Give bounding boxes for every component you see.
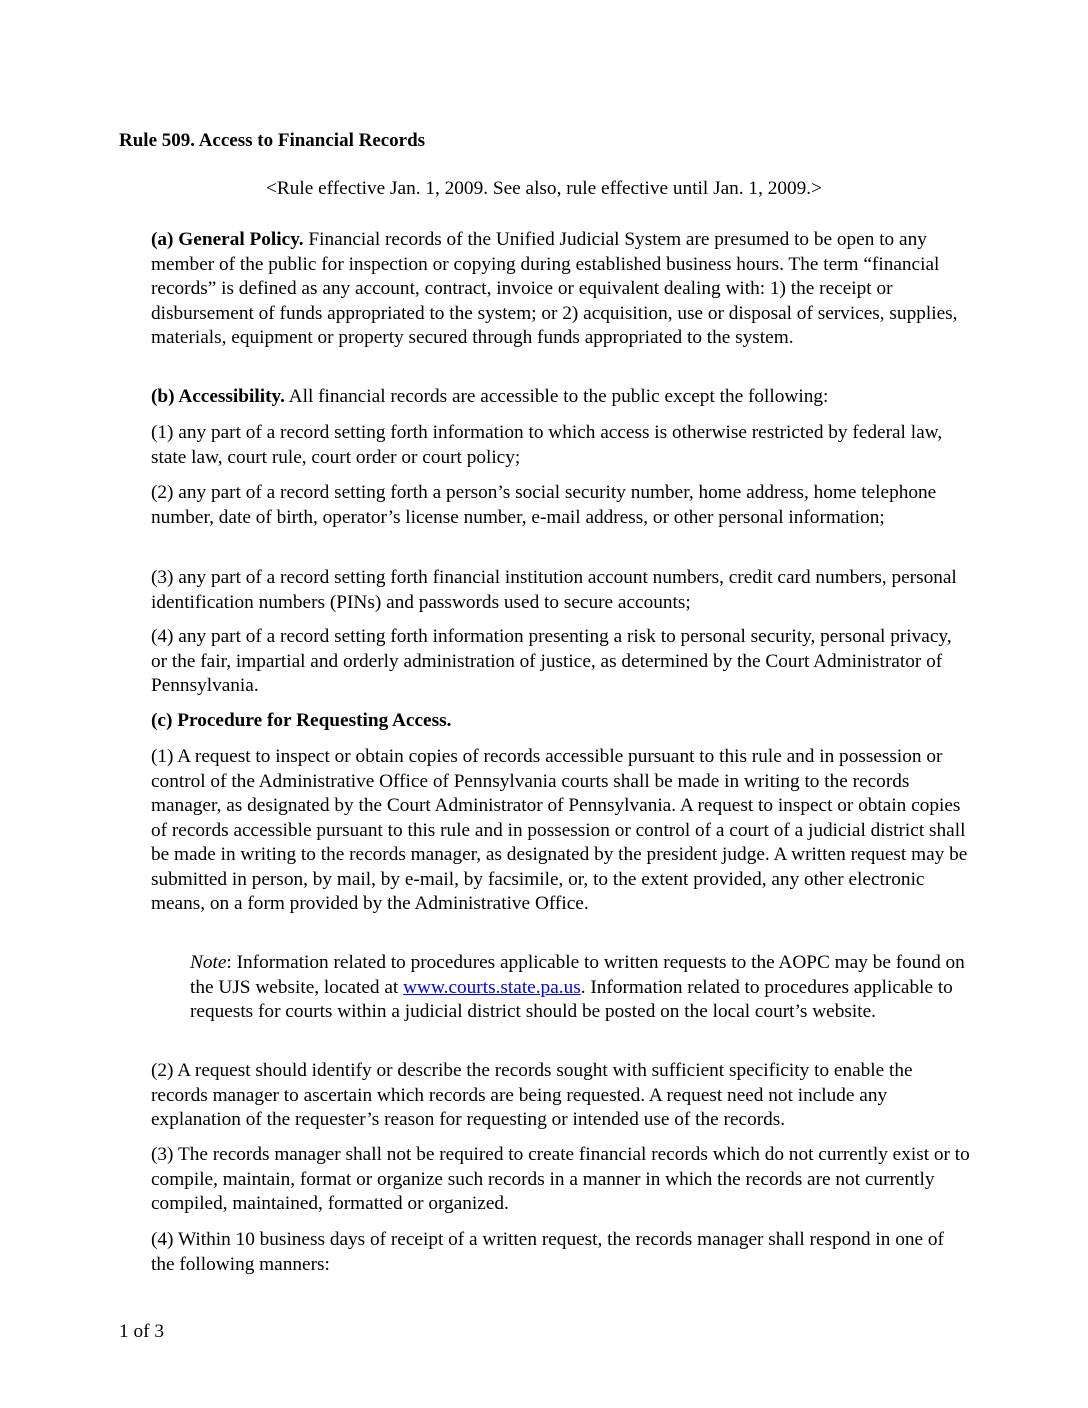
section-c-item-4: (4) Within 10 business days of receipt of a written request, the records manager shall respond in one of the following manners: [151,1229,944,1275]
section-c-item-2: (2) A request should identify or describe the records sought with sufficient specificity to enable the records manager to ascertain which records are being requested. A request need not include any explanation of the requester’s reason for requesting or intended use of the records. [151,1060,913,1130]
page-number: 1 of 3 [119,1321,164,1342]
section-a-text: Financial records of the Unified Judicial System are presumed to be open to any member of the public for inspection or copying during established business hours. The term “financial records” is defined as any account, contract, invoice or equivalent dealing with: 1) the receipt or disbursement of funds appropriated to the system; or 2) acquisition, use or disposal of services, supplies, materials, equipment or property secured through funds appropriated to the system. [151,229,958,348]
effective-note: <Rule effective Jan. 1, 2009. See also, rule effective until Jan. 1, 2009.> [266,178,822,199]
section-c-heading: (c) Procedure for Requesting Access. [151,710,452,731]
section-c-item-1: (1) A request to inspect or obtain copies of records accessible pursuant to this rule and in possession or control of the Administrative Office of Pennsylvania courts shall be made in writing to the records manager, as designated by the Court Administrator of Pennsylvania. A request to inspect or obtain copies of records accessible pursuant to this rule and in possession or control of a court of a judicial district shall be made in writing to the records manager, as designated by the president judge. A written request may be submitted in person, by mail, by e-mail, by facsimile, or, to the extent provided, any other electronic means, on a form provided by the Administrative Office. [151,746,968,914]
section-b-heading: (b) Accessibility. [151,386,285,407]
section-b-item-3: (3) any part of a record setting forth financial institution account numbers, credit card numbers, personal identification numbers (PINs) and passwords used to secure accounts; [151,567,957,613]
note-block: Note: Information related to procedures applicable to written requests to the AOPC may be found on the UJS website, located at www.courts.state.pa.us. Information related to procedures applicable to requests for courts within a judicial district should be posted on the local court’s website. [190,952,965,1022]
section-a-heading: (a) General Policy. [151,229,304,250]
section-b-item-1: (1) any part of a record setting forth information to which access is otherwise restricted by federal law, state law, court rule, court order or court policy; [151,422,943,468]
courts-website-link[interactable]: www.courts.state.pa.us [403,976,581,998]
note-label: Note [190,952,227,973]
section-b-item-2: (2) any part of a record setting forth a person’s social security number, home address, home telephone number, date of birth, operator’s license number, e-mail address, or other personal information; [151,482,937,528]
section-c-heading-block [151,709,971,734]
section-b [151,385,971,410]
section-b-text: All financial records are accessible to the public except the following: [284,386,829,407]
section-b-item-4: (4) any part of a record setting forth information presenting a risk to personal security, personal privacy, or the fair, impartial and orderly administration of justice, as determined by the Court Administrator of Pennsylvania. [151,626,952,696]
section-a [151,228,971,351]
section-c-item-3: (3) The records manager shall not be required to create financial records which do not currently exist or to compile, maintain, format or organize such records in a manner in which the records are not currently compiled, maintained, formatted or organized. [151,1144,970,1214]
rule-title: Rule 509. Access to Financial Records [119,130,426,151]
